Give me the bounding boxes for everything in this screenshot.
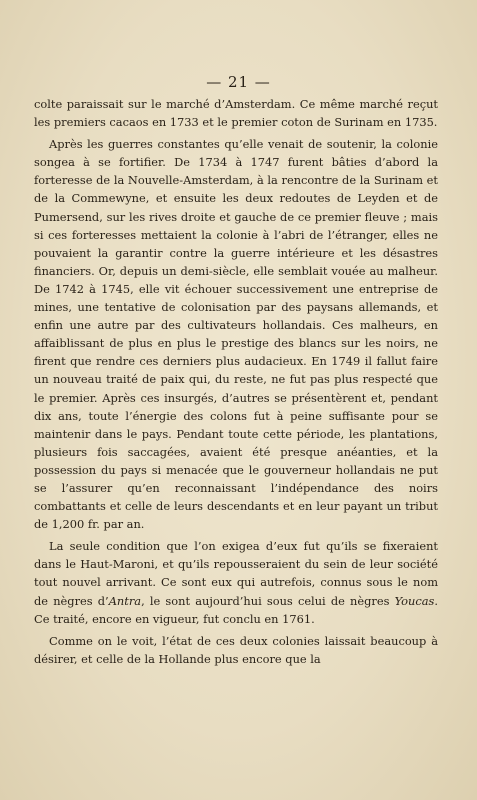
paragraph-1 [34, 95, 438, 131]
text-run: . Ce traité, encore en vigueur, fut conclu en 1761. [34, 593, 438, 626]
paragraph-4 [34, 632, 438, 668]
italic-term-youcas: Youcas [394, 593, 435, 608]
paragraph-2 [34, 135, 438, 533]
text-run: La seule condition que l’on exigea d’eux fut qu’ils se fixeraient dans le Haut-Maroni, et qu’ils repousseraient du sein de leur société tout nouvel arrivant. Ce sont eux qui autrefois, connus sous le nom de nègres d’ [34, 539, 438, 608]
text-run: colte paraissait sur le marché d’Amsterdam. Ce même marché reçut les premiers cacaos en 1733 et le premier coton de Surinam en 1735. [34, 97, 438, 130]
paragraph-3 [34, 537, 438, 627]
text-run: Comme on le voit, l’état de ces deux colonies laissait beaucoup à désirer, et celle de la Hollande plus encore que la [34, 633, 438, 666]
italic-term-antra: Antra [108, 593, 142, 608]
body-text [34, 95, 438, 668]
text-run: Après les guerres constantes qu’elle venait de soutenir, la colonie songea à se fortifier. De 1734 à 1747 furent bâties d’abord la forteresse de la Nouvelle-Amsterdam, à la rencontre de la Surinam et de la Commewyne, et ensuite les deux redoutes de Leyden et de Pumersend, sur les rives droite et gauche de ce premier fleuve ; mais si ces forteresses mettaient la colonie à l’abri de l’étranger, elles ne pouvaient la garantir contre la guerre intérieure et les désastres financiers. Or, depuis un demi-siècle, elle semblait vouée au malheur. De 1742 à 1745, elle vit échouer successivement une entreprise de mines, une tentative de colonisation par des paysans allemands, et enfin une autre par des cultivateurs hollandais. Ces malheurs, en affaiblissant de plus en plus le prestige des blancs sur les noirs, ne firent que rendre ces derniers plus audacieux. En 1749 il fallut faire un nouveau traité de paix qui, du reste, ne fut pas plus respecté que le premier. Après ces insurgés, d’autres se présentèrent et, pendant dix ans, toute l’énergie des colons fut à peine suffisante pour se maintenir dans le pays. Pendant toute cette période, les plantations, plusieurs fois saccagées, avaient été presque anéanties, et la possession du pays si menacée que le gouverneur hollandais ne put se l’assurer qu’en reconnaissant l’indépendance des noirs combattants et celle de leurs descendants et en leur payant un tribut de 1,200 fr. par an. [34, 137, 438, 532]
text-run: , le sont aujourd’hui sous celui de nègres [141, 593, 395, 608]
page-number: — 21 — [206, 73, 271, 91]
